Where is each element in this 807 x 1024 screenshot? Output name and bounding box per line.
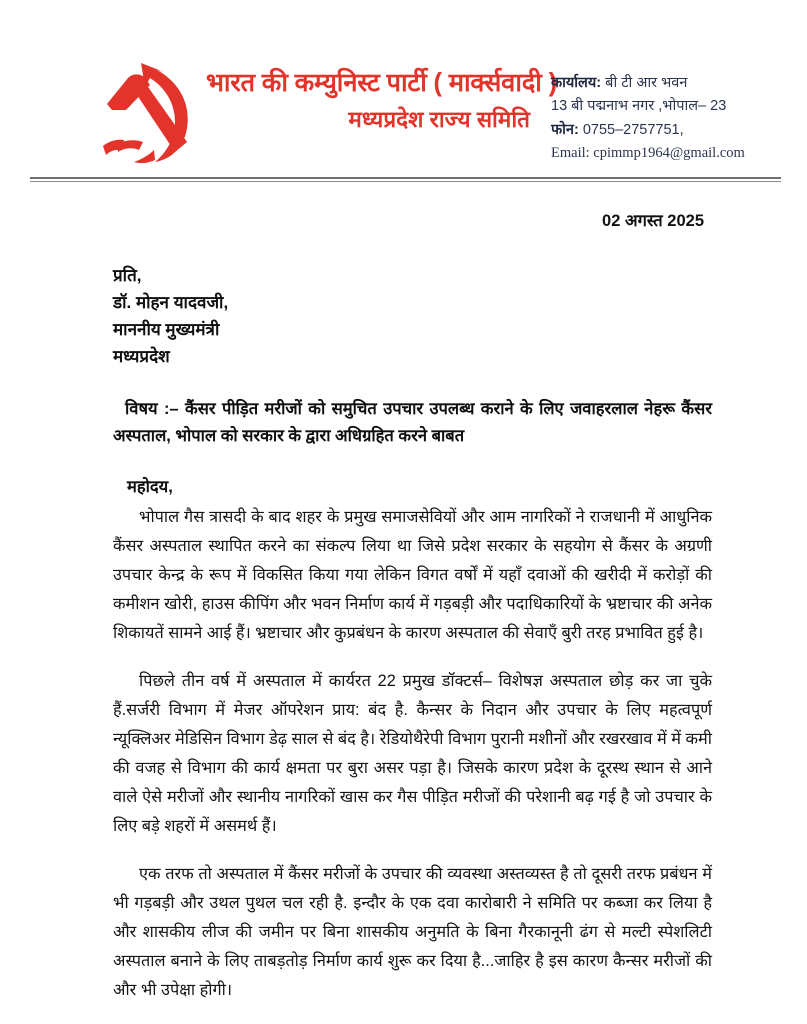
letter-body [0, 208, 807, 1005]
email-value: cpimmp1964@gmail.com [593, 145, 745, 162]
office-address-line [551, 72, 777, 95]
salutation: महोदय, [127, 477, 173, 496]
body-paragraph: पिछले तीन वर्ष में अस्पताल में कार्यरत 22 प्रमुख डॉक्टर्स– विशेषज्ञ अस्पताल छोड़ कर जा चुके हैं.सर्जरी विभाग में मेजर ऑपरेशन प्राय: बंद है. कैन्सर के निदान और उपचार के लिए महत्वपूर्ण न्यूक्लिअर मेडिसिन विभाग डेढ़ साल से बंद है। रेडियोथैरेपी विभाग पुरानी मशीनों और रखरखाव में में कमी की वजह से विभाग की कार्य क्षमता पर बुरा असर पड़ा है। जिसके कारण प्रदेश के दूरस्थ स्थान से आने वाले ऐसे मरीजों और स्थानीय नागरिकों खास कर गैस पीड़ित मरीजों की परेशानी बढ़ गई है जो उपचार के लिए बड़े शहरों में असमर्थ हैं। [113, 671, 712, 835]
office-label: कार्यालय: [551, 75, 602, 91]
recipient-name: डॉ. मोहन यादवजी, [113, 292, 229, 312]
body-paragraph: एक तरफ तो अस्पताल में कैंसर मरीजों के उपचार की व्यवस्था अस्तव्यस्त है तो दूसरी तरफ प्रबंधन में भी गड़बड़ी और उथल पुथल चल रही है. इन्दौर के एक दवा कारोबारी ने समिति पर कब्जा कर लिया है और शासकीय लीज की जमीन पर बिना शासकीय अनुमति के बिना गैरकानूनी ढंग से मल्टी स्पेशलिटी अस्पताल बनाने के लिए ताबड़तोड़ निर्माण कार्य शुरू कर दिया है...जाहिर है इस कारण कैन्सर मरीजों की और भी उपेक्षा होगी। [113, 864, 712, 999]
hammer-and-sickle-icon [95, 60, 200, 168]
org-subtitle: मध्यप्रदेश राज्य समिति [348, 107, 530, 133]
office-value: बी टी आर भवन [605, 75, 688, 91]
recipient-block [113, 263, 712, 370]
letterhead-divider [30, 177, 781, 182]
email-label: Email: [551, 145, 590, 162]
org-name: भारत की कम्युनिस्ट पार्टी ( मार्क्सवादी ) [206, 69, 557, 97]
phone-line [551, 119, 777, 142]
organization-block [206, 58, 557, 134]
email-line [551, 142, 777, 165]
subject-label: विषय :– [125, 400, 179, 419]
party-logo [88, 58, 206, 168]
recipient-designation: माननीय मुख्यमंत्री [113, 319, 220, 339]
phone-value: 0755–2757751, [582, 121, 684, 138]
subject-text: कैंसर पीड़ित मरीजों को समुचित उपचार उपलब्ध कराने के लिए जवाहरलाल नेहरू कैंसर अस्पताल, भोपाल को सरकार के द्वारा अधिग्रहित करने बाबत [113, 400, 712, 446]
recipient-to: प्रति, [113, 266, 142, 285]
subject-line [113, 396, 712, 449]
letterhead [0, 0, 807, 168]
street-address: 13 बी पद्मनाभ नगर ,भोपाल– 23 [551, 98, 727, 115]
phone-label: फोन: [551, 121, 579, 138]
letter-date: 02 अगस्त 2025 [602, 212, 704, 230]
recipient-state: मध्यप्रदेश [113, 346, 170, 366]
office-address-block [536, 58, 777, 166]
body-paragraph: भोपाल गैस त्रासदी के बाद शहर के प्रमुख समाजसेवियों और आम नागरिकों ने राजधानी में आधुनिक कैंसर अस्पताल स्थापित करने का संकल्प लिया था जिसे प्रदेश सरकार के सहयोग से कैंसर के अग्रणी उपचार केन्द्र के रूप में विकसित किया गया लेकिन विगत वर्षों में यहाँ दवाओं की खरीदी में करोड़ों की कमीशन खोरी, हाउस कीपिंग और भवन निर्माण कार्य में गड़बड़ी और पदाधिकारियों के भ्रष्टाचार की अनेक शिकायतें सामने आई हैं। भ्रष्टाचार और कुप्रबंधन के कारण अस्पताल की सेवाएँ बुरी तरह प्रभावित हुई है। [113, 507, 712, 642]
